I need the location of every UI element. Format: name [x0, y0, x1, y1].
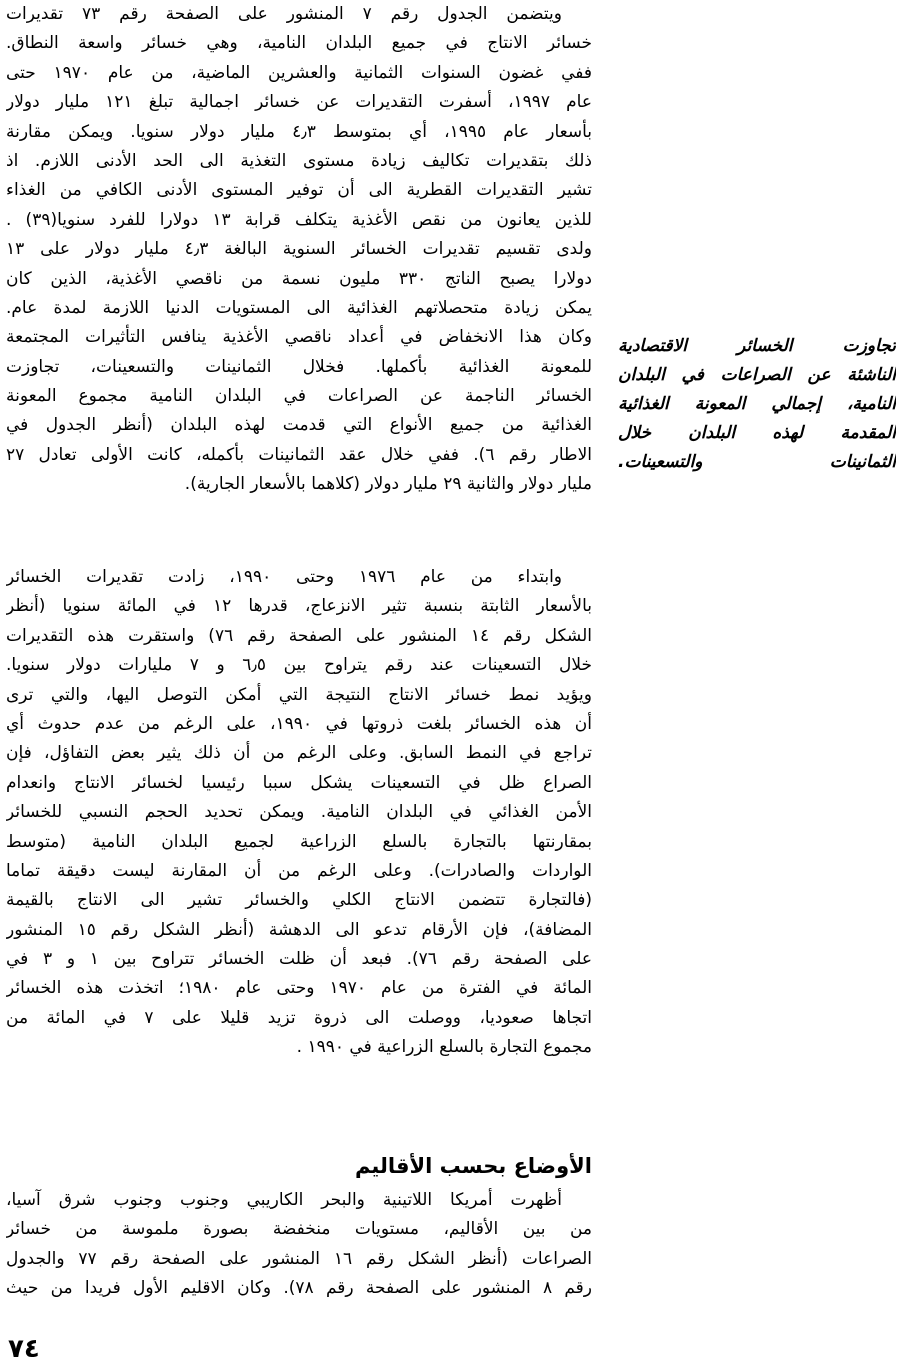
text-line: عام ١٩٩٧، أسفرت التقديرات عن خسائر اجمالية تبلغ ١٢١ مليار دولار: [6, 92, 592, 113]
text-line: يمكن زيادة متحصلاتهم الغذائية الى المستويات الدنيا اللازمة لمدة عام.: [6, 297, 592, 318]
text-line: المضافة)، فإن الأرقام تدعو الى الدهشة (أنظر الشكل رقم ١٥ المنشور: [6, 919, 592, 940]
text-line: الخسائر الناجمة عن الصراعات في البلدان النامية مجموع المعونة: [6, 386, 592, 407]
text-line: وكان هذا الانخفاض في أعداد ناقصي الأغذية ينافس التأثيرات المجتمعة: [6, 327, 592, 348]
text-line: خسائر الانتاج في جميع البلدان النامية، وهي خسائر واسعة النطاق.: [6, 33, 592, 54]
paragraph-2: [6, 563, 592, 1063]
text-line: دولارا يصبح الناتج ٣٣٠ مليون نسمة من ناقصي الأغذية، الذين كان: [6, 268, 592, 289]
text-line: ويتضمن الجدول رقم ٧ المنشور على الصفحة رقم ٧٣ تقديرات: [6, 4, 562, 24]
text-line: تشير التقديرات القطرية الى أن توفير المستوى الأدنى الكافي من الغذاء: [6, 180, 592, 201]
text-line: (فالتجارة تتضمن الانتاج الكلي والخسائر تشير الى الانتاج بالقيمة: [6, 890, 592, 911]
text-line: للمعونة الغذائية بأكملها. فخلال الثمانينات والتسعينات، تجاوزت: [6, 356, 592, 377]
text-line: الأمن الغذائي في البلدان النامية. ويمكن تحديد الحجم النسبي للخسائر: [6, 802, 592, 823]
text-line: ذلك بتقديرات تكاليف زيادة مستوى التغذية الى الحد الأدنى اللازم. اذ: [6, 150, 592, 171]
text-line: بالأسعار الثابتة بنسبة تثير الانزعاج، قدرها ١٢ في المائة سنويا (أنظر: [6, 596, 592, 617]
text-line: الواردات والصادرات). وعلى الرغم من أن المقارنة ليست دقيقة تماما: [6, 860, 592, 881]
page-number: ٧٤: [8, 1334, 40, 1364]
text-line: بأسعار عام ١٩٩٥، أي بمتوسط ٤٫٣ مليار دولار سنويا. ويمكن مقارنة: [6, 121, 592, 142]
text-line: ففي غضون السنوات الثمانية والعشرين الماضية، من عام ١٩٧٠ حتى: [6, 62, 592, 83]
text-line: النامية، إجمالي المعونة الغذائية: [618, 394, 896, 414]
text-line: الناشئة عن الصراعات في البلدان: [618, 365, 896, 385]
text-line: ولدى تقسيم تقديرات الخسائر السنوية البالغة ٤٫٣ مليار دولار على ١٣: [6, 239, 592, 260]
text-line: رقم ٨ المنشور على الصفحة رقم ٧٨). وكان الاقليم الأول فريدا من حيث: [6, 1278, 592, 1299]
text-line: الصراع ظل في التسعينات يشكل سببا رئيسيا لخسائر الانتاج وانعدام: [6, 772, 592, 793]
text-line: الثمانينات والتسعينات.: [618, 452, 896, 472]
text-line: وابتداء من عام ١٩٧٦ وحتى ١٩٩٠، زادت تقديرات الخسائر: [6, 567, 562, 587]
text-line: اتجاها صعوديا، ووصلت الى ذروة تزيد قليلا على ٧ في المائة من: [6, 1007, 592, 1028]
side-note: [618, 332, 896, 477]
text-line: على الصفحة رقم ٧٦). فبعد أن ظلت الخسائر تتراوح بين ١ و ٣ في: [6, 949, 592, 970]
text-line: الصراعات (أنظر الشكل رقم ١٦ المنشور على الصفحة رقم ٧٧ والجدول: [6, 1248, 592, 1269]
text-line: خلال التسعينات عند رقم يتراوح بين ٦٫٥ و ٧ مليارات دولار سنويا.: [6, 655, 592, 676]
text-line: تراجع في النمط السابق. وعلى الرغم من أن ذلك يثير بعض التفاؤل، فإن: [6, 743, 592, 764]
text-line: من بين الأقاليم، مستويات منخفضة بصورة ملموسة من خسائر: [6, 1219, 592, 1240]
section-heading: الأوضاع بحسب الأقاليم: [354, 1154, 592, 1178]
text-line: تجاوزت الخسائر الاقتصادية: [618, 336, 896, 356]
text-line: مليار دولار والثانية ٢٩ مليار دولار (كلاهما بالأسعار الجارية).: [184, 474, 592, 495]
text-line: مجموع التجارة بالسلع الزراعية في ١٩٩٠ .: [296, 1037, 592, 1058]
text-line: أظهرت أمريكا اللاتينية والبحر الكاريبي وجنوب وجنوب شرق آسيا،: [6, 1190, 562, 1210]
text-line: المائة في الفترة من عام ١٩٧٠ وحتى عام ١٩٨٠؛ اتخذت هذه الخسائر: [6, 978, 592, 999]
paragraph-1: [6, 0, 592, 500]
text-line: بمقارنتها بالتجارة بالسلع الزراعية لجميع البلدان النامية (متوسط: [6, 831, 592, 852]
text-line: الغذائية من جميع الأنواع التي قدمت لهذه البلدان (أنظر الجدول في: [6, 415, 592, 436]
text-line: الشكل رقم ١٤ المنشور على الصفحة رقم ٧٦) واستقرت هذه التقديرات: [6, 625, 592, 646]
text-line: الاطار رقم ٦). ففي خلال عقد الثمانينات بأكمله، كانت الأولى تعادل ٢٧: [6, 444, 592, 465]
text-line: للذين يعانون من نقص الأغذية يتكلف قرابة ١٣ دولارا للفرد سنويا(٣٩) .: [6, 209, 592, 230]
text-line: المقدمة لهذه البلدان خلال: [618, 423, 896, 443]
text-line: أن هذه الخسائر بلغت ذروتها في ١٩٩٠، على الرغم من عدم حدوث أي: [6, 713, 592, 734]
text-line: ويؤيد نمط خسائر الانتاج النتيجة التي أمكن التوصل اليها، والتي ترى: [6, 684, 592, 705]
paragraph-3: [6, 1186, 592, 1304]
